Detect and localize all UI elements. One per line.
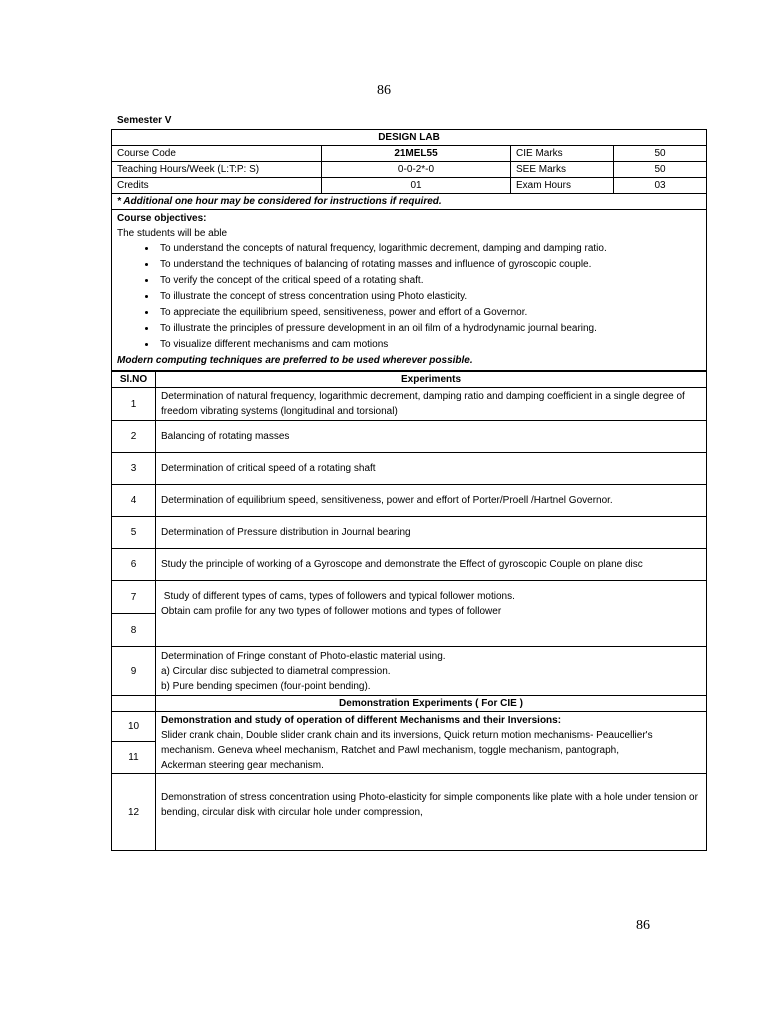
experiment-text: Determination of critical speed of a rotating shaft: [156, 453, 707, 485]
course-row: [112, 178, 707, 194]
course-row-label: Credits: [112, 178, 322, 194]
page-number-bottom: 86: [636, 918, 650, 933]
course-title: DESIGN LAB: [112, 130, 707, 146]
objectives-row: [112, 210, 707, 371]
experiment-row: [112, 485, 707, 517]
course-row-value2: 50: [614, 146, 707, 162]
experiment-number: 2: [112, 421, 156, 453]
experiment-line: Study of different types of cams, types of followers and typical follower motions.: [161, 591, 515, 602]
course-row-value2: 03: [614, 178, 707, 194]
experiment-number: 9: [112, 647, 156, 696]
experiment-row: [112, 647, 707, 696]
experiment-text: Determination of Pressure distribution in Journal bearing: [156, 517, 707, 549]
objectives-footer: Modern computing techniques are preferred to be used wherever possible.: [117, 355, 473, 366]
course-row-label: Teaching Hours/Week (L:T:P: S): [112, 162, 322, 178]
course-note-row: [112, 194, 707, 210]
course-row-label2: Exam Hours: [511, 178, 614, 194]
experiment-text: Determination of natural frequency, logarithmic decrement, damping ratio and damping coefficient in a single degree of freedom vibrating systems (longitudinal and torsional): [156, 388, 707, 421]
experiment-row: [112, 388, 707, 421]
experiment-row: [112, 549, 707, 581]
course-row-value: 01: [322, 178, 511, 194]
experiment-line: Slider crank chain, Double slider crank chain and its inversions, Quick return motion mechanisms- Peaucellier's: [161, 730, 653, 741]
demo-heading-row: [112, 696, 707, 712]
objective-item: • To appreciate the equilibrium speed, sensitiveness, power and effort of a Governor.: [157, 305, 701, 321]
experiment-number: 11: [112, 742, 156, 774]
experiment-line: Determination of Fringe constant of Photo-elastic material using.: [161, 650, 446, 662]
demo-heading: Demonstration Experiments ( For CIE ): [156, 696, 707, 712]
course-row: [112, 162, 707, 178]
experiment-row: [112, 421, 707, 453]
semester-label: Semester V: [117, 115, 172, 126]
experiment-row: [112, 581, 707, 614]
objective-item: • To understand the concepts of natural frequency, logarithmic decrement, damping and damping ratio.: [157, 241, 701, 257]
experiment-number: 10: [112, 712, 156, 742]
experiment-text: [156, 647, 707, 696]
experiment-number: 4: [112, 485, 156, 517]
experiments-table: [111, 371, 707, 851]
experiment-row: [112, 712, 707, 742]
course-row-label: Course Code: [112, 146, 322, 162]
experiment-line: b) Pure bending specimen (four-point bending).: [161, 680, 371, 692]
course-title-row: [112, 130, 707, 146]
objective-item: • To verify the concept of the critical speed of a rotating shaft.: [157, 273, 701, 289]
course-info-table: [111, 129, 707, 371]
course-row-value: 0-0-2*-0: [322, 162, 511, 178]
experiment-text: Balancing of rotating masses: [156, 421, 707, 453]
course-row-label2: SEE Marks: [511, 162, 614, 178]
objective-item: • To illustrate the concept of stress concentration using Photo elasticity.: [157, 289, 701, 305]
experiment-line: a) Circular disc subjected to diametral compression.: [161, 665, 391, 677]
course-note: * Additional one hour may be considered for instructions if required.: [112, 194, 707, 210]
objectives-heading: Course objectives:: [117, 213, 207, 224]
experiment-number: 8: [112, 614, 156, 647]
experiment-line: mechanism. Geneva wheel mechanism, Ratchet and Pawl mechanism, toggle mechanism, pantograph,: [161, 745, 620, 756]
objective-item: • To visualize different mechanisms and cam motions: [157, 337, 701, 353]
course-row-value2: 50: [614, 162, 707, 178]
experiments-header-row: [112, 372, 707, 388]
experiment-number: 6: [112, 549, 156, 581]
col-header-experiments: Experiments: [156, 372, 707, 388]
page-number-top: 86: [377, 83, 391, 98]
experiment-row: [112, 774, 707, 851]
experiment-text: Demonstration of stress concentration using Photo-elasticity for simple components like plate with a hole under tension or bending, circular disk with circular hole under compression,: [156, 774, 707, 851]
experiment-text: [156, 712, 707, 774]
course-row-value: 21MEL55: [322, 146, 511, 162]
experiment-number: 5: [112, 517, 156, 549]
experiment-text: Study the principle of working of a Gyroscope and demonstrate the Effect of gyroscopic Couple on plane disc: [156, 549, 707, 581]
course-row: [112, 146, 707, 162]
col-header-slno: Sl.NO: [112, 372, 156, 388]
objective-item: • To understand the techniques of balancing of rotating masses and influence of gyroscopic couple.: [157, 257, 701, 273]
experiment-number: 1: [112, 388, 156, 421]
experiment-row: [112, 517, 707, 549]
objectives-intro: The students will be able: [117, 228, 228, 239]
experiment-number: 7: [112, 581, 156, 614]
experiment-number: 3: [112, 453, 156, 485]
experiment-text: [156, 581, 707, 647]
experiment-text: Determination of equilibrium speed, sensitiveness, power and effort of Porter/Proell /Hartnel Governor.: [156, 485, 707, 517]
demo-title: Demonstration and study of operation of different Mechanisms and their Inversions:: [161, 715, 562, 726]
course-objectives: [112, 210, 707, 371]
objectives-list: [117, 241, 701, 353]
course-row-label2: CIE Marks: [511, 146, 614, 162]
objective-item: • To illustrate the principles of pressure development in an oil film of a hydrodynamic journal bearing.: [157, 321, 701, 337]
experiment-row: [112, 453, 707, 485]
experiment-line: Obtain cam profile for any two types of follower motions and types of follower: [161, 606, 502, 617]
demo-heading-spacer: [112, 696, 156, 712]
experiment-line: Ackerman steering gear mechanism.: [161, 760, 324, 771]
experiment-number: 12: [112, 774, 156, 851]
